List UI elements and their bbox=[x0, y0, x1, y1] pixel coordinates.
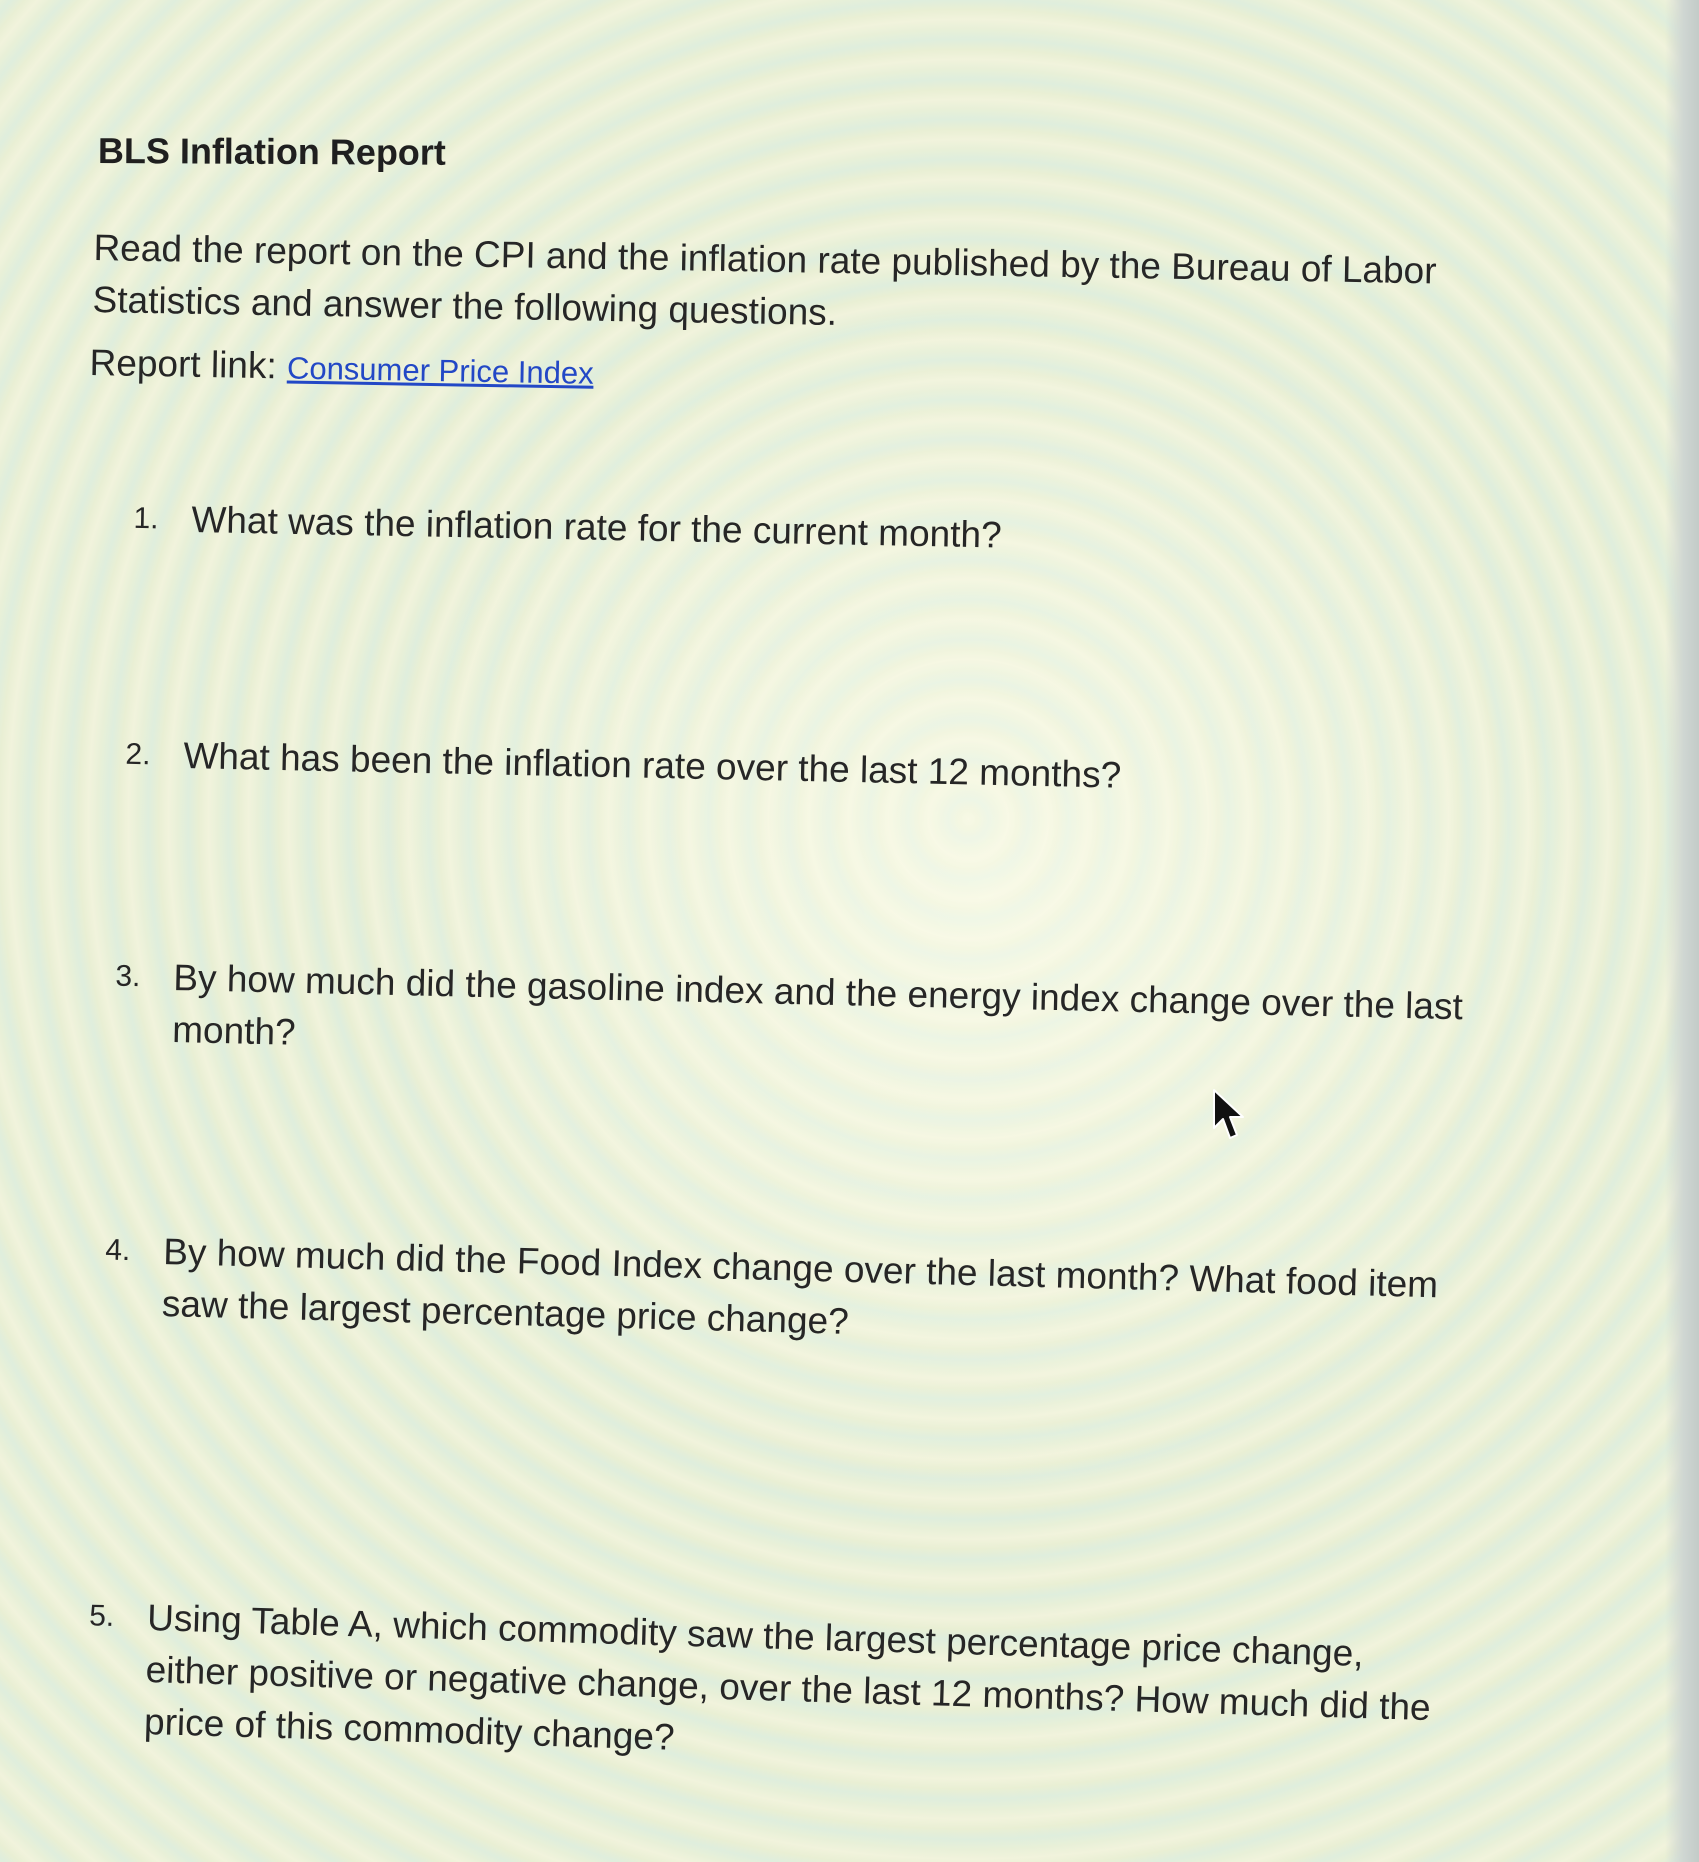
question-4 bbox=[104, 1226, 1453, 1364]
question-3 bbox=[115, 952, 1474, 1085]
question-number: 4. bbox=[104, 1233, 131, 1268]
question-5 bbox=[88, 1592, 1447, 1786]
question-number: 1. bbox=[133, 501, 159, 536]
question-text: By how much did the gasoline index and the energy index change over the last month? bbox=[171, 956, 1464, 1053]
intro-paragraph: Read the report on the CPI and the inflation rate published by the Bureau of Labor Statistics and answer the following questions. bbox=[92, 226, 1437, 333]
question-number: 5. bbox=[88, 1599, 115, 1634]
consumer-price-index-link[interactable]: Consumer Price Index bbox=[286, 350, 594, 391]
question-text: What was the inflation rate for the current month? bbox=[191, 498, 1003, 556]
question-2 bbox=[125, 730, 1384, 807]
report-link-label: Report link: bbox=[89, 342, 278, 387]
question-text: What has been the inflation rate over the last 12 months? bbox=[183, 734, 1122, 796]
mouse-pointer-icon bbox=[1210, 1088, 1250, 1144]
question-text: Using Table A, which commodity saw the largest percentage price change, either positive or negative change, over the last 12 months? How much did the price of this commodity change? bbox=[143, 1596, 1432, 1758]
question-text: By how much did the Food Index change over the last month? What food item saw the largest percentage price change? bbox=[161, 1230, 1439, 1342]
question-number: 2. bbox=[125, 737, 151, 772]
monitor-bezel-edge bbox=[1665, 0, 1699, 1862]
document-title: BLS Inflation Report bbox=[97, 130, 446, 173]
question-1 bbox=[133, 494, 1392, 569]
report-link-row bbox=[89, 342, 594, 393]
question-number: 3. bbox=[115, 959, 141, 994]
